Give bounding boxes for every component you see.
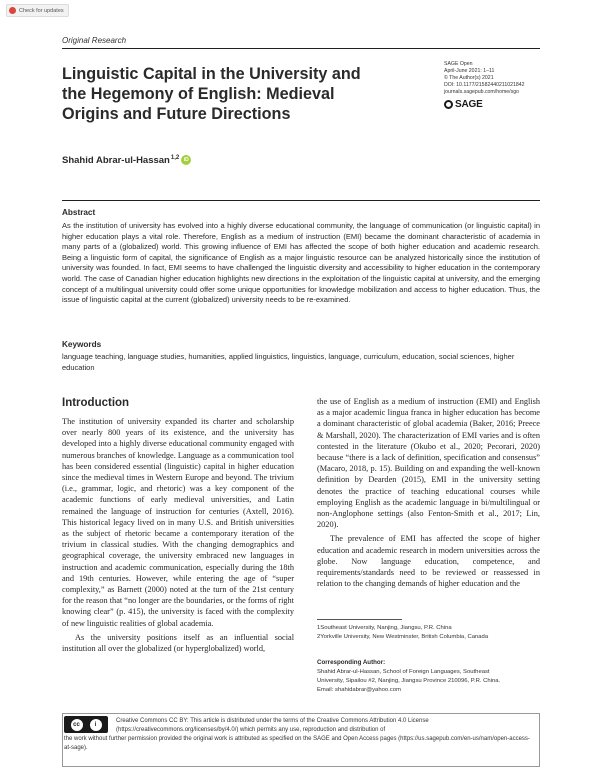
affiliation-item: 2Yorkville University, New Westminster, British Columbia, Canada — [317, 634, 489, 640]
author-affil-marks: 1,2 — [170, 155, 180, 161]
keywords-text: language teaching, language studies, humanities, applied linguistics, linguistics, language, curriculum, education, social sciences, higher education — [62, 352, 515, 372]
attribution-icon: i — [90, 719, 102, 731]
license-text: Creative Commons CC BY: This article is distributed under the terms of the Creative Commons Attribution 4.0 License (https://creativecommons.org/licenses/by/4.0/) which permits any use, reproduction and distribution of — [116, 718, 429, 733]
keywords-heading: Keywords — [62, 340, 102, 349]
check-updates-icon — [9, 7, 16, 14]
author-name: Shahid Abrar-ul-Hassan — [62, 155, 170, 166]
abstract-heading: Abstract — [62, 208, 96, 217]
journal-name: SAGE Open — [444, 61, 473, 67]
sage-mark-icon — [444, 100, 453, 109]
check-for-updates-badge[interactable] — [6, 4, 69, 17]
corresponding-line: Shahid Abrar-ul-Hassan, School of Foreign Languages, Southeast — [317, 669, 490, 675]
copyright: © The Author(s) 2021 — [444, 74, 494, 81]
corresponding-line: University, Sipailou #2, Nanjing, Jiangsu Province 210096, P.R. China. — [317, 677, 501, 684]
left-column — [62, 416, 294, 654]
paragraph: The institution of university expanded its charter and scholarship over nearly 800 years of its existence, and the university has developed into a highly diverse educational community engaged with numerous branches of knowledge. Language as a communication tool has been considered essential (linguistic) capital in higher education since the medieval times in Western Europe and beyond. The trivium (i.e., grammar, logic, and rhetoric) was a key component of the academic functions of early medieval universities, and Latin remained the language of instruction for centuries (Axtell, 2016). This historical legacy lived on in many U.S. and British universities as the subject of rhetoric became a contemporary iteration of the trivium in classical studies. With the changing demographics and geographical coverage, the university embraced new languages in instruction and academic communication, especially during the 18th and 19th centuries. However, while entering the age of “super complexity,” as Barnett (2000) noted at the turn of the 21st century for the reason that “no longer are the boundaries, or the forms of right knowing clear” (p. 415), the university is faced with the complexity of new linguistic realities of global academia. — [62, 417, 295, 628]
footnote-rule — [317, 619, 402, 620]
check-updates-label: Check for updates — [19, 7, 64, 14]
right-column — [317, 396, 540, 589]
abstract-text: As the institution of university has evolved into a highly diverse educational community, the language of communication (or linguistic capital) in higher education plays a vital role. Therefore, English as a medium of instruction (EMI) became the dominant characteristic of academia in many parts of a (globalized) world. This growing influence of EMI has affected the scope of both higher education and academic research. Being a linguistic form of capital, the significance of English as a major linguistic resource can be analyzed historically since the institution of university was founded. In fact, EMI seems to have challenged the linguistic diversity and accessibility to higher education in the contemporary world. The case of Canadian higher education highlights new directions in the exploitation of the linguistic capital at university, and the emerging concept of a multilingual university could offer some unique opportunities for knowledge mobilization and access to higher education. Thus, the issue of linguistic capital at the current (globalized) university needs to be re-examined. — [62, 221, 540, 305]
title-line: the Hegemony of English: Medieval — [62, 85, 335, 103]
paragraph: The prevalence of EMI has affected the scope of higher education and academic research in modern universities across the globe. Now language education, competence, and requirements/standards need to be reviewed or reassessed in relation to the changing demands of higher education and the — [317, 534, 540, 589]
journal-url[interactable]: journals.sagepub.com/home/sgo — [444, 88, 519, 95]
sage-logo-text: SAGE — [455, 99, 483, 110]
header-rule — [62, 48, 540, 49]
paragraph: As the university positions itself as an influential social institution all over the globalized (or hyperglobalized) world, — [62, 632, 294, 654]
author-line — [62, 155, 191, 166]
corresponding-details — [317, 668, 545, 694]
paragraph: the use of English as a medium of instruction (EMI) and English as a major academic lingua franca in higher education has become a dominant characteristic of global academia (Baker, 2016; Preece & Marshall, 2020). The characterization of EMI varies and is often contested in the literature (Okubo et al., 2020; Pecorari, 2020) because “there is a lack of definition, specification and consensus” (Macaro, 2018, p. 15). Building on and expanding the well-known definition by Dearden (2015), EMI in the university setting denotes the practice of teaching educational courses while employing English as the academic language in bi/multilingual or non-Anglophone settings (also Fenton-Smith et al., 2017; Lin, 2020). — [317, 397, 540, 530]
cc-by-badge[interactable] — [64, 716, 108, 733]
cc-icon: cc — [71, 719, 83, 731]
license-text-continued: the work without further permission provided the original work is attributed as specified on the SAGE and Open Access pages (https://us.sagepub.com/en-us/nam/open-access-at-sage). — [64, 736, 530, 751]
title-line: Linguistic Capital in the University and — [62, 65, 361, 83]
corresponding-email[interactable]: Email: shahidabrar@yahoo.com — [317, 686, 401, 693]
corresponding-heading: Corresponding Author: — [317, 659, 386, 666]
article-title — [62, 64, 392, 124]
journal-meta — [444, 61, 525, 96]
introduction-heading: Introduction — [62, 397, 130, 409]
orcid-icon[interactable]: iD — [181, 155, 191, 165]
section-label: Original Research — [62, 36, 127, 45]
affiliations — [317, 624, 547, 642]
affiliation-item: 1Southeast University, Nanjing, Jiangsu, P.R. China — [317, 625, 452, 631]
title-line: Origins and Future Directions — [62, 105, 291, 123]
sage-logo — [444, 99, 483, 110]
doi[interactable]: DOI: 10.1177/21582440211021842 — [444, 81, 525, 88]
journal-issue: April-June 2021: 1–11 — [444, 67, 495, 74]
abstract-rule — [62, 200, 540, 201]
